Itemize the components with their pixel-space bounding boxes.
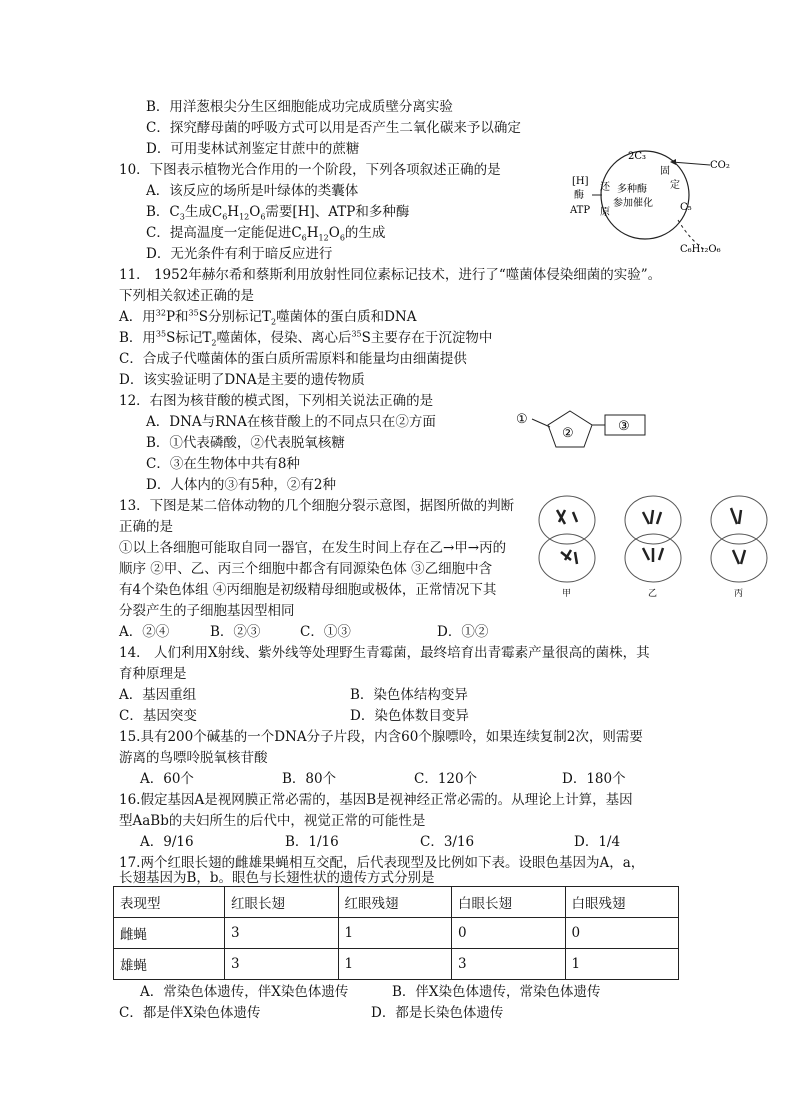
label-enz1: 多种酶 bbox=[617, 184, 647, 195]
table-header: 表现型 bbox=[114, 887, 225, 918]
q16-option-c: C．3/16 bbox=[420, 834, 475, 850]
cell-yi bbox=[625, 496, 681, 582]
q12-stem: 12．右图为核苷酸的模式图，下列相关说法正确的是 bbox=[119, 393, 434, 409]
table-cell: 雄蝇 bbox=[114, 949, 225, 980]
label-co2: CO₂ bbox=[710, 160, 730, 171]
q12-option-d: D．人体内的③有5种，②有2种 bbox=[146, 477, 337, 493]
q10-stem: 10．下图表示植物光合作用的一个阶段，下列各项叙述正确的是 bbox=[119, 162, 501, 178]
nucleotide-sugar-label: ② bbox=[562, 426, 574, 441]
table-cell: 3 bbox=[225, 918, 339, 949]
table-cell: 1 bbox=[338, 949, 452, 980]
phenotype-table bbox=[113, 886, 679, 980]
q17-option-b: B．伴X染色体遗传，常染色体遗传 bbox=[392, 984, 601, 1000]
table-cell: 3 bbox=[452, 949, 566, 980]
table-header-row bbox=[114, 887, 679, 918]
q11-option-b: B．用$^{35}$S标记$T_2$噬菌体，侵染、离心后$^{35}$S主要存在于沉淀物中 bbox=[119, 329, 493, 348]
q15-option-a: A．60个 bbox=[140, 771, 194, 787]
co2-arrow bbox=[672, 162, 710, 165]
q10-option-c: C．提高温度一定能促进$C_6H_{12}O_6$的生成 bbox=[146, 225, 386, 243]
label-atp: ATP bbox=[570, 205, 591, 216]
q12-option-a: A．DNA与RNA在核苷酸上的不同点只在②方面 bbox=[146, 414, 436, 430]
q10-option-d: D．无光条件有利于暗反应进行 bbox=[146, 246, 333, 262]
q14-option-b: B．染色体结构变异 bbox=[350, 687, 468, 703]
bond-1 bbox=[532, 419, 550, 427]
label-h: [H] bbox=[572, 176, 589, 187]
q10-option-a: A．该反应的场所是叶绿体的类囊体 bbox=[146, 183, 359, 199]
table-header: 白眼残翅 bbox=[565, 887, 679, 918]
table-row bbox=[114, 918, 679, 949]
nucleotide-base-label: ③ bbox=[618, 419, 630, 434]
q13-line-4: 分裂产生的子细胞基因型相同 bbox=[119, 603, 295, 619]
q16-option-a: A．9/16 bbox=[140, 834, 194, 850]
q12-option-b: B．①代表磷酸，②代表脱氧核糖 bbox=[146, 435, 345, 451]
q9-option-b: B．用洋葱根尖分生区细胞能成功完成质壁分离实验 bbox=[146, 99, 453, 115]
cell-yi-label: 乙 bbox=[648, 589, 658, 599]
label-glucose: C₆H₁₂O₆ bbox=[680, 244, 721, 255]
calvin-cycle-diagram bbox=[560, 140, 740, 265]
q15-option-c: C．120个 bbox=[414, 771, 478, 787]
q14-option-a: A．基因重组 bbox=[119, 687, 197, 703]
q17-option-d: D．都是长染色体遗传 bbox=[371, 1005, 504, 1021]
q17-stem-1: 17.两个红眼长翅的雌雄果蝇相互交配，后代表现型及比例如下表。设眼色基因为A，a， bbox=[119, 855, 645, 871]
q13-option-b: B．②③ bbox=[210, 624, 261, 640]
q11-option-d: D．该实验证明了DNA是主要的遗传物质 bbox=[119, 372, 365, 388]
label-c5: C₅ bbox=[680, 202, 692, 213]
cell-jia bbox=[539, 496, 595, 582]
table-cell: 1 bbox=[565, 949, 679, 980]
q11-option-c: C．合成子代噬菌体的蛋白质所需原料和能量均由细菌提供 bbox=[119, 351, 467, 367]
table-cell: 0 bbox=[565, 918, 679, 949]
nucleotide-diagram bbox=[510, 405, 650, 455]
label-red1: 还 bbox=[600, 182, 610, 193]
table-header: 红眼长翅 bbox=[225, 887, 339, 918]
q13-stem-2: 正确的是 bbox=[119, 519, 173, 535]
q16-stem-2: 型AaBb的夫妇所生的后代中，视觉正常的可能性是 bbox=[119, 813, 426, 829]
label-red2: 原 bbox=[600, 207, 610, 218]
cell-bing bbox=[711, 496, 767, 582]
nucleotide-phosphate: ① bbox=[516, 412, 528, 427]
q17-option-a: A．常染色体遗传，伴X染色体遗传 bbox=[140, 984, 349, 1000]
cell-bing-label: 丙 bbox=[734, 589, 744, 599]
q13-line-1: ①以上各细胞可能取自同一器官，在发生时间上存在乙→甲→丙的 bbox=[119, 540, 507, 556]
q14-option-d: D．染色体数目变异 bbox=[350, 708, 469, 724]
q9-option-c: C．探究酵母菌的呼吸方式可以用是否产生二氧化碳来予以确定 bbox=[146, 120, 521, 136]
cell-jia-label: 甲 bbox=[562, 589, 572, 599]
q15-option-b: B．80个 bbox=[282, 771, 337, 787]
q11-stem-1: 11． 1952年赫尔希和蔡斯利用放射性同位素标记技术，进行了“噬菌体侵染细菌的实验”。 bbox=[119, 267, 662, 283]
table-cell: 0 bbox=[452, 918, 566, 949]
q17-option-c: C．都是伴X染色体遗传 bbox=[119, 1005, 261, 1021]
q12-option-c: C．③在生物体中共有8种 bbox=[146, 456, 300, 472]
q13-line-3: 有4个染色体组 ④丙细胞是初级精母细胞或极体，正常情况下其 bbox=[119, 582, 497, 598]
table-cell: 1 bbox=[338, 918, 452, 949]
label-enz2: 参加催化 bbox=[613, 198, 653, 209]
label-fix1: 固 bbox=[660, 166, 670, 177]
q11-option-a: A．用$^{32}$P和$^{35}$S分别标记$T_2$噬菌体的蛋白质和DNA bbox=[119, 308, 417, 327]
q15-option-d: D．180个 bbox=[562, 771, 626, 787]
q17-stem-2: 长翅基因为B，b。眼色与长翅性状的遗传方式分别是 bbox=[119, 870, 435, 886]
q13-option-d: D．①② bbox=[437, 624, 489, 640]
cell-division-figure bbox=[535, 492, 775, 602]
q15-stem-1: 15.具有200个碱基的一个DNA分子片段，内含60个腺嘌呤，如果连续复制2次，则需要 bbox=[119, 729, 643, 745]
q16-option-b: B．1/16 bbox=[285, 834, 339, 850]
q15-stem-2: 游离的鸟嘌呤脱氧核苷酸 bbox=[119, 750, 268, 766]
table-row bbox=[114, 949, 679, 980]
q13-line-2: 顺序 ②甲、乙、丙三个细胞中都含有同源染色体 ③乙细胞中含 bbox=[119, 561, 493, 577]
q14-stem-1: 14． 人们利用X射线、紫外线等处理野生青霉菌，最终培育出青霉素产量很高的菌株，其 bbox=[119, 645, 650, 661]
label-fix2: 定 bbox=[670, 180, 680, 191]
q16-stem-1: 16.假定基因A是视网膜正常必需的，基因B是视神经正常必需的。从理论上计算，基因 bbox=[119, 792, 633, 808]
table-header: 白眼长翅 bbox=[452, 887, 566, 918]
q13-stem-1: 13．下图是某二倍体动物的几个细胞分裂示意图，据图所做的判断 bbox=[119, 498, 515, 514]
table-header: 红眼残翅 bbox=[338, 887, 452, 918]
q13-option-a: A．②④ bbox=[119, 624, 170, 640]
q13-option-c: C．①③ bbox=[300, 624, 351, 640]
label-mei: 酶 bbox=[574, 190, 584, 201]
q14-option-c: C．基因突变 bbox=[119, 708, 197, 724]
q10-option-b: B．$C_3$生成$C_6H_{12}O_6$需要[H]、ATP和多种酶 bbox=[146, 204, 410, 222]
q16-option-d: D．1/4 bbox=[574, 834, 621, 850]
q11-stem-2: 下列相关叙述正确的是 bbox=[119, 288, 254, 304]
table-cell: 雌蝇 bbox=[114, 918, 225, 949]
q14-stem-2: 育种原理是 bbox=[119, 666, 187, 682]
q9-option-d: D．可用斐林试剂鉴定甘蔗中的蔗糖 bbox=[146, 141, 360, 157]
table-cell: 3 bbox=[225, 949, 339, 980]
label-c3: 2C₃ bbox=[628, 151, 647, 162]
